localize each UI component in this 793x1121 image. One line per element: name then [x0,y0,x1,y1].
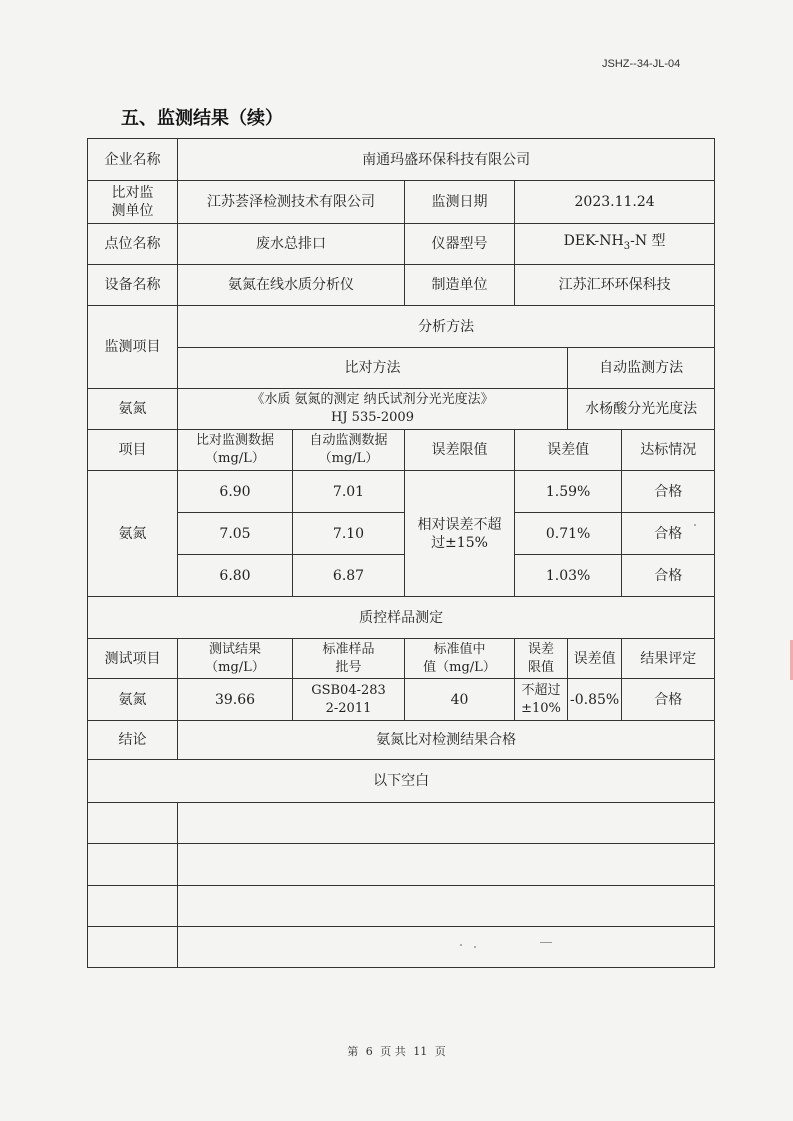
row-results-header [88,430,715,471]
row-blank-note [88,760,715,803]
model-label: 仪器型号 [405,224,515,265]
qc-batch-line1: GSB04-283 [311,682,386,698]
result-status-value: 合格 [622,513,715,555]
results-header-item: 项目 [88,430,178,471]
monitor-item-label: 监测项目 [88,306,178,389]
model-subscript: 3 [623,240,631,252]
empty-row [88,886,715,927]
qc-header-std-line2: 值（mg/L） [423,659,496,675]
model-value [515,224,715,265]
result-compare-value: 6.90 [178,471,293,513]
result-error-value: 1.03% [515,555,622,597]
qc-header-limit [515,639,568,679]
conclusion-label: 结论 [88,721,178,760]
row-method-subheader [88,348,715,389]
qc-header-limit-line1: 误差 [527,641,554,657]
footer-total-pages: 11 [413,1045,428,1058]
qc-header-std [405,639,515,679]
empty-cell [178,886,715,927]
section-title: 五、监测结果（续） [121,108,283,129]
result-error-value: 1.59% [515,471,622,513]
empty-cell [88,803,178,844]
monitoring-results-table [87,138,715,968]
point-label: 点位名称 [88,224,178,265]
footer-prefix: 第 [347,1045,359,1058]
footer-suffix: 页 [434,1045,446,1058]
compare-unit-label-line2: 测单位 [111,203,154,219]
compare-unit-label-line1: 比对监 [111,185,154,201]
scan-speck [460,944,462,946]
auto-method-label: 自动监测方法 [568,348,715,389]
results-header-limit: 误差限值 [405,430,515,471]
empty-row [88,927,715,968]
qc-eval: 合格 [622,679,715,721]
qc-header-batch [293,639,405,679]
empty-cell [88,927,178,968]
results-header-error: 误差值 [515,430,622,471]
result-auto-value: 7.10 [293,513,405,555]
row-company [88,139,715,181]
result-error-value: 0.71% [515,513,622,555]
qc-header-result [178,639,293,679]
device-value: 氨氮在线水质分析仪 [178,265,405,306]
compare-method-line1: 《水质 氨氮的测定 纳氏试剂分光光度法》 [251,392,494,407]
results-header-auto-line2: （mg/L） [318,451,379,466]
row-point [88,224,715,265]
row-device [88,265,715,306]
table-row [88,513,715,555]
row-compare-unit [88,181,715,224]
compare-method-value [178,389,568,430]
results-header-status: 达标情况 [622,430,715,471]
page-footer [0,1043,793,1059]
results-header-auto [293,430,405,471]
scan-speck [540,942,552,943]
row-qc-title [88,597,715,639]
compare-unit-value: 江苏荟泽检测技术有限公司 [178,181,405,224]
footer-middle: 页 共 [380,1045,406,1058]
maker-value: 江苏汇环环保科技 [515,265,715,306]
qc-limit-line2: ±10% [521,700,561,716]
qc-batch-line2: 2-2011 [325,700,372,716]
qc-item: 氨氮 [88,679,178,721]
qc-header-item: 测试项目 [88,639,178,679]
table-row [88,471,715,513]
results-header-compare [178,430,293,471]
device-label: 设备名称 [88,265,178,306]
results-header-compare-line1: 比对监测数据 [195,433,274,448]
qc-header-std-line1: 标准值中 [433,641,486,657]
qc-batch [293,679,405,721]
compare-unit-label [88,181,178,224]
row-method-header [88,306,715,348]
result-compare-value: 7.05 [178,513,293,555]
row-method-values [88,389,715,430]
compare-method-label: 比对方法 [178,348,568,389]
empty-cell [178,803,715,844]
document-code: JSHZ--34-JL-04 [602,58,681,70]
row-qc-header [88,639,715,679]
maker-label: 制造单位 [405,265,515,306]
result-compare-value: 6.80 [178,555,293,597]
model-prefix: DEK-NH [563,233,624,250]
qc-header-result-line2: （mg/L） [205,659,265,675]
qc-header-eval: 结果评定 [622,639,715,679]
empty-cell [178,844,715,886]
empty-cell [88,886,178,927]
result-auto-value: 6.87 [293,555,405,597]
qc-header-batch-line2: 批号 [335,659,362,675]
point-value: 废水总排口 [178,224,405,265]
qc-error: -0.85% [568,679,622,721]
qc-header-result-line1: 测试结果 [208,641,261,657]
footer-page-number: 6 [365,1045,373,1058]
empty-row [88,803,715,844]
company-label: 企业名称 [88,139,178,181]
empty-cell [178,927,715,968]
conclusion-value: 氨氮比对检测结果合格 [178,721,715,760]
table-row [88,679,715,721]
row-conclusion [88,721,715,760]
compare-method-line2: HJ 535-2009 [331,410,414,425]
company-value: 南通玛盛环保科技有限公司 [178,139,715,181]
qc-std: 40 [405,679,515,721]
results-limit-value [405,471,515,597]
results-header-compare-line2: （mg/L） [205,451,265,466]
results-item-name: 氨氮 [88,471,178,597]
blank-note: 以下空白 [88,760,715,803]
method-item-name: 氨氮 [88,389,178,430]
date-value: 2023.11.24 [515,181,715,224]
qc-header-limit-line2: 限值 [527,659,554,675]
qc-result: 39.66 [178,679,293,721]
scan-speck [474,946,476,948]
results-header-auto-line1: 自动监测数据 [309,433,388,448]
results-limit-line2: 过±15% [431,534,488,551]
analysis-method-label: 分析方法 [178,306,715,348]
model-suffix: -N 型 [630,233,666,250]
date-label: 监测日期 [405,181,515,224]
qc-limit [515,679,568,721]
qc-limit-line1: 不超过 [521,682,561,698]
table-row [88,555,715,597]
empty-row [88,844,715,886]
result-auto-value: 7.01 [293,471,405,513]
results-limit-line1: 相对误差不超 [417,516,502,533]
scan-speck [694,524,696,526]
empty-cell [88,844,178,886]
qc-header-batch-line1: 标准样品 [322,641,375,657]
auto-method-value: 水杨酸分光光度法 [568,389,715,430]
qc-header-error: 误差值 [568,639,622,679]
result-status-value: 合格 [622,471,715,513]
result-status-value: 合格 [622,555,715,597]
qc-title: 质控样品测定 [88,597,715,639]
